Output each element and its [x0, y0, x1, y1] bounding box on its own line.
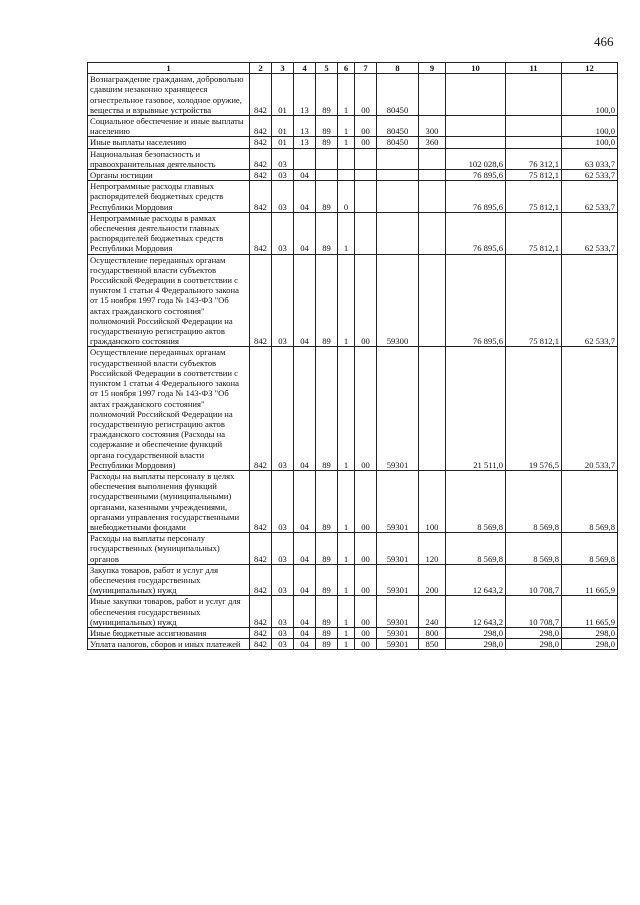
cell-name: Органы юстиции — [88, 170, 250, 181]
cell-amount-year2: 8 569,8 — [506, 533, 562, 565]
cell-subsection: 13 — [294, 137, 316, 148]
cell-direction: 59301 — [377, 639, 419, 650]
cell-amount-year1 — [446, 74, 506, 116]
cell-section: 03 — [272, 470, 294, 532]
cell-section: 03 — [272, 533, 294, 565]
cell-section: 03 — [272, 627, 294, 638]
cell-amount-year1: 12 643,2 — [446, 596, 506, 628]
cell-amount-year3: 298,0 — [562, 627, 618, 638]
table-row — [88, 639, 618, 650]
cell-amount-year3: 100,0 — [562, 137, 618, 148]
cell-expense-type — [419, 148, 446, 169]
cell-program: 89 — [316, 116, 338, 137]
cell-amount-year2 — [506, 74, 562, 116]
table-row — [88, 148, 618, 169]
cell-name: Непрограммные расходы главных распорядителей бюджетных средств Республики Мордовия — [88, 181, 250, 213]
cell-subprogram: 1 — [338, 596, 355, 628]
cell-amount-year3: 100,0 — [562, 74, 618, 116]
cell-program — [316, 170, 338, 181]
cell-ministry-code: 842 — [250, 533, 272, 565]
column-header-program: 5 — [316, 63, 338, 74]
cell-section: 03 — [272, 181, 294, 213]
cell-subsection: 04 — [294, 212, 316, 254]
cell-amount-year1: 8 569,8 — [446, 533, 506, 565]
cell-subprogram: 1 — [338, 470, 355, 532]
cell-subsection: 04 — [294, 181, 316, 213]
cell-amount-year3: 20 533,7 — [562, 347, 618, 470]
cell-amount-year2: 76 312,1 — [506, 148, 562, 169]
cell-expense-type — [419, 212, 446, 254]
cell-direction: 59300 — [377, 254, 419, 347]
cell-ministry-code: 842 — [250, 564, 272, 596]
cell-amount-year2: 19 576,5 — [506, 347, 562, 470]
cell-subprogram: 1 — [338, 74, 355, 116]
cell-direction: 80450 — [377, 74, 419, 116]
table-body — [88, 74, 618, 650]
table-row — [88, 347, 618, 470]
table-row — [88, 74, 618, 116]
cell-amount-year1: 76 895,6 — [446, 170, 506, 181]
cell-program: 89 — [316, 627, 338, 638]
cell-expense-type — [419, 170, 446, 181]
cell-expense-type — [419, 254, 446, 347]
cell-subsection — [294, 148, 316, 169]
cell-section: 03 — [272, 639, 294, 650]
cell-name: Социальное обеспечение и иные выплаты населению — [88, 116, 250, 137]
cell-amount-year2: 75 812,1 — [506, 212, 562, 254]
cell-subsection: 04 — [294, 170, 316, 181]
cell-direction — [377, 212, 419, 254]
cell-program: 89 — [316, 470, 338, 532]
cell-subsection: 04 — [294, 470, 316, 532]
cell-section: 01 — [272, 74, 294, 116]
cell-subsection: 13 — [294, 74, 316, 116]
cell-ministry-code: 842 — [250, 170, 272, 181]
cell-subsection: 04 — [294, 347, 316, 470]
cell-ministry-code: 842 — [250, 639, 272, 650]
cell-subsection: 04 — [294, 596, 316, 628]
table-row — [88, 564, 618, 596]
cell-amount-year3: 62 533,7 — [562, 212, 618, 254]
cell-subprogram: 1 — [338, 347, 355, 470]
table-header — [88, 63, 618, 74]
column-header-amount-year3: 12 — [562, 63, 618, 74]
cell-amount-year2 — [506, 137, 562, 148]
cell-section: 03 — [272, 254, 294, 347]
cell-amount-year2: 10 708,7 — [506, 564, 562, 596]
column-header-section: 3 — [272, 63, 294, 74]
cell-direction: 59301 — [377, 596, 419, 628]
cell-amount-year3: 8 569,8 — [562, 533, 618, 565]
cell-subsection: 04 — [294, 564, 316, 596]
cell-main-event: 00 — [355, 564, 377, 596]
cell-ministry-code: 842 — [250, 74, 272, 116]
column-header-amount-year1: 10 — [446, 63, 506, 74]
cell-direction: 59301 — [377, 347, 419, 470]
cell-expense-type — [419, 181, 446, 213]
cell-ministry-code: 842 — [250, 470, 272, 532]
cell-ministry-code: 842 — [250, 181, 272, 213]
cell-ministry-code: 842 — [250, 254, 272, 347]
cell-name: Национальная безопасность и правоохранительная деятельность — [88, 148, 250, 169]
cell-section: 01 — [272, 116, 294, 137]
cell-name: Иные бюджетные ассигнования — [88, 627, 250, 638]
cell-amount-year2: 8 569,8 — [506, 470, 562, 532]
cell-name: Уплата налогов, сборов и иных платежей — [88, 639, 250, 650]
cell-main-event — [355, 181, 377, 213]
table-row — [88, 627, 618, 638]
table-row — [88, 170, 618, 181]
cell-subsection: 04 — [294, 533, 316, 565]
table-row — [88, 254, 618, 347]
cell-subsection: 13 — [294, 116, 316, 137]
cell-main-event: 00 — [355, 639, 377, 650]
cell-name: Закупка товаров, работ и услуг для обеспечения государственных (муниципальных) нужд — [88, 564, 250, 596]
cell-name: Иные выплаты населению — [88, 137, 250, 148]
cell-main-event — [355, 148, 377, 169]
cell-amount-year1 — [446, 137, 506, 148]
table-row — [88, 470, 618, 532]
cell-program: 89 — [316, 181, 338, 213]
column-header-subprogram: 6 — [338, 63, 355, 74]
cell-ministry-code: 842 — [250, 596, 272, 628]
cell-program: 89 — [316, 564, 338, 596]
cell-amount-year3: 62 533,7 — [562, 254, 618, 347]
cell-amount-year2: 75 812,1 — [506, 181, 562, 213]
column-header-name: 1 — [88, 63, 250, 74]
cell-main-event: 00 — [355, 533, 377, 565]
cell-amount-year1: 76 895,6 — [446, 181, 506, 213]
column-header-ministry-code: 2 — [250, 63, 272, 74]
cell-amount-year2: 75 812,1 — [506, 170, 562, 181]
cell-subsection: 04 — [294, 254, 316, 347]
cell-ministry-code: 842 — [250, 137, 272, 148]
cell-ministry-code: 842 — [250, 116, 272, 137]
cell-amount-year3: 11 665,9 — [562, 564, 618, 596]
cell-expense-type — [419, 347, 446, 470]
cell-program — [316, 148, 338, 169]
cell-program: 89 — [316, 596, 338, 628]
cell-program: 89 — [316, 254, 338, 347]
cell-subprogram: 1 — [338, 533, 355, 565]
cell-name: Вознаграждение гражданам, добровольно сдавшим незаконно хранящееся огнестрельное газовое, холодное оружие, вещества и взрывные устройства — [88, 74, 250, 116]
cell-expense-type: 300 — [419, 116, 446, 137]
cell-amount-year3: 100,0 — [562, 116, 618, 137]
cell-amount-year2: 298,0 — [506, 627, 562, 638]
cell-section: 01 — [272, 137, 294, 148]
cell-direction: 59301 — [377, 627, 419, 638]
cell-section: 03 — [272, 148, 294, 169]
cell-direction — [377, 170, 419, 181]
cell-amount-year1: 12 643,2 — [446, 564, 506, 596]
column-header-subsection: 4 — [294, 63, 316, 74]
cell-direction — [377, 181, 419, 213]
cell-amount-year2: 75 812,1 — [506, 254, 562, 347]
cell-direction: 80450 — [377, 137, 419, 148]
column-header-direction: 8 — [377, 63, 419, 74]
cell-section: 03 — [272, 347, 294, 470]
cell-main-event: 00 — [355, 627, 377, 638]
cell-subprogram: 1 — [338, 116, 355, 137]
cell-main-event: 00 — [355, 347, 377, 470]
cell-amount-year3: 63 033,7 — [562, 148, 618, 169]
cell-subsection: 04 — [294, 639, 316, 650]
cell-amount-year2: 298,0 — [506, 639, 562, 650]
cell-main-event: 00 — [355, 116, 377, 137]
cell-subprogram: 1 — [338, 639, 355, 650]
cell-amount-year1: 298,0 — [446, 639, 506, 650]
cell-ministry-code: 842 — [250, 347, 272, 470]
cell-subprogram — [338, 170, 355, 181]
cell-program: 89 — [316, 533, 338, 565]
cell-name: Непрограммные расходы в рамках обеспечения деятельности главных распорядителей бюджетных средств Республики Мордовия — [88, 212, 250, 254]
cell-main-event: 00 — [355, 254, 377, 347]
cell-expense-type: 800 — [419, 627, 446, 638]
cell-expense-type: 850 — [419, 639, 446, 650]
cell-name: Иные закупки товаров, работ и услуг для обеспечения государственных (муниципальных) нужд — [88, 596, 250, 628]
page-number: 466 — [594, 34, 614, 49]
table-row — [88, 596, 618, 628]
table-row — [88, 212, 618, 254]
cell-amount-year3: 62 533,7 — [562, 181, 618, 213]
cell-direction: 59301 — [377, 470, 419, 532]
cell-main-event: 00 — [355, 137, 377, 148]
cell-amount-year1: 21 511,0 — [446, 347, 506, 470]
column-header-expense-type: 9 — [419, 63, 446, 74]
cell-amount-year3: 298,0 — [562, 639, 618, 650]
cell-main-event: 00 — [355, 470, 377, 532]
header-row — [88, 63, 618, 74]
cell-program: 89 — [316, 212, 338, 254]
cell-expense-type: 200 — [419, 564, 446, 596]
cell-amount-year1: 298,0 — [446, 627, 506, 638]
cell-amount-year2: 10 708,7 — [506, 596, 562, 628]
table-row — [88, 116, 618, 137]
table-row — [88, 181, 618, 213]
cell-program: 89 — [316, 137, 338, 148]
cell-ministry-code: 842 — [250, 627, 272, 638]
cell-main-event — [355, 212, 377, 254]
cell-ministry-code: 842 — [250, 148, 272, 169]
budget-table — [87, 62, 618, 650]
cell-main-event: 00 — [355, 596, 377, 628]
cell-ministry-code: 842 — [250, 212, 272, 254]
cell-main-event — [355, 170, 377, 181]
table-row — [88, 137, 618, 148]
cell-expense-type — [419, 74, 446, 116]
column-header-main-event: 7 — [355, 63, 377, 74]
cell-program: 89 — [316, 639, 338, 650]
cell-amount-year3: 62 533,7 — [562, 170, 618, 181]
cell-expense-type: 240 — [419, 596, 446, 628]
cell-section: 03 — [272, 596, 294, 628]
cell-subprogram: 0 — [338, 181, 355, 213]
cell-program: 89 — [316, 347, 338, 470]
cell-amount-year3: 8 569,8 — [562, 470, 618, 532]
cell-expense-type: 360 — [419, 137, 446, 148]
cell-amount-year1: 76 895,6 — [446, 254, 506, 347]
cell-subprogram: 1 — [338, 564, 355, 596]
column-header-amount-year2: 11 — [506, 63, 562, 74]
cell-subprogram: 1 — [338, 627, 355, 638]
cell-expense-type: 120 — [419, 533, 446, 565]
cell-name: Расходы на выплаты персоналу государственных (муниципальных) органов — [88, 533, 250, 565]
cell-section: 03 — [272, 564, 294, 596]
cell-section: 03 — [272, 170, 294, 181]
cell-direction: 59301 — [377, 564, 419, 596]
cell-amount-year3: 11 665,9 — [562, 596, 618, 628]
cell-subprogram: 1 — [338, 254, 355, 347]
cell-subsection: 04 — [294, 627, 316, 638]
cell-main-event: 00 — [355, 74, 377, 116]
cell-program: 89 — [316, 74, 338, 116]
cell-name: Осуществление переданных органам государственной власти субъектов Российской Федерации в соответствии с пунктом 1 статьи 4 Федерального закона от 15 ноября 1997 года № 143-ФЗ "Об актах гражданского состояния" полномочий Российской Федерации на государственную регистрацию актов гражданского состояния (Расходы на содержание и обеспечение функций органа государственной власти Республики Мордовия) — [88, 347, 250, 470]
cell-direction: 80450 — [377, 116, 419, 137]
cell-amount-year1 — [446, 116, 506, 137]
cell-amount-year1: 102 028,6 — [446, 148, 506, 169]
cell-name: Расходы на выплаты персоналу в целях обеспечения выполнения функций государственными (муниципальными) органами, казенными учреждениями, органами управления государственными внебюджетными фондами — [88, 470, 250, 532]
cell-subprogram: 1 — [338, 137, 355, 148]
cell-direction — [377, 148, 419, 169]
cell-subprogram — [338, 148, 355, 169]
table-row — [88, 533, 618, 565]
cell-amount-year1: 8 569,8 — [446, 470, 506, 532]
cell-amount-year2 — [506, 116, 562, 137]
cell-direction: 59301 — [377, 533, 419, 565]
cell-section: 03 — [272, 212, 294, 254]
cell-subprogram: 1 — [338, 212, 355, 254]
cell-amount-year1: 76 895,6 — [446, 212, 506, 254]
cell-name: Осуществление переданных органам государственной власти субъектов Российской Федерации в соответствии с пунктом 1 статьи 4 Федерального закона от 15 ноября 1997 года № 143-ФЗ "Об актах гражданского состояния" полномочий Российской Федерации на государственную регистрацию актов гражданского состояния — [88, 254, 250, 347]
cell-expense-type: 100 — [419, 470, 446, 532]
